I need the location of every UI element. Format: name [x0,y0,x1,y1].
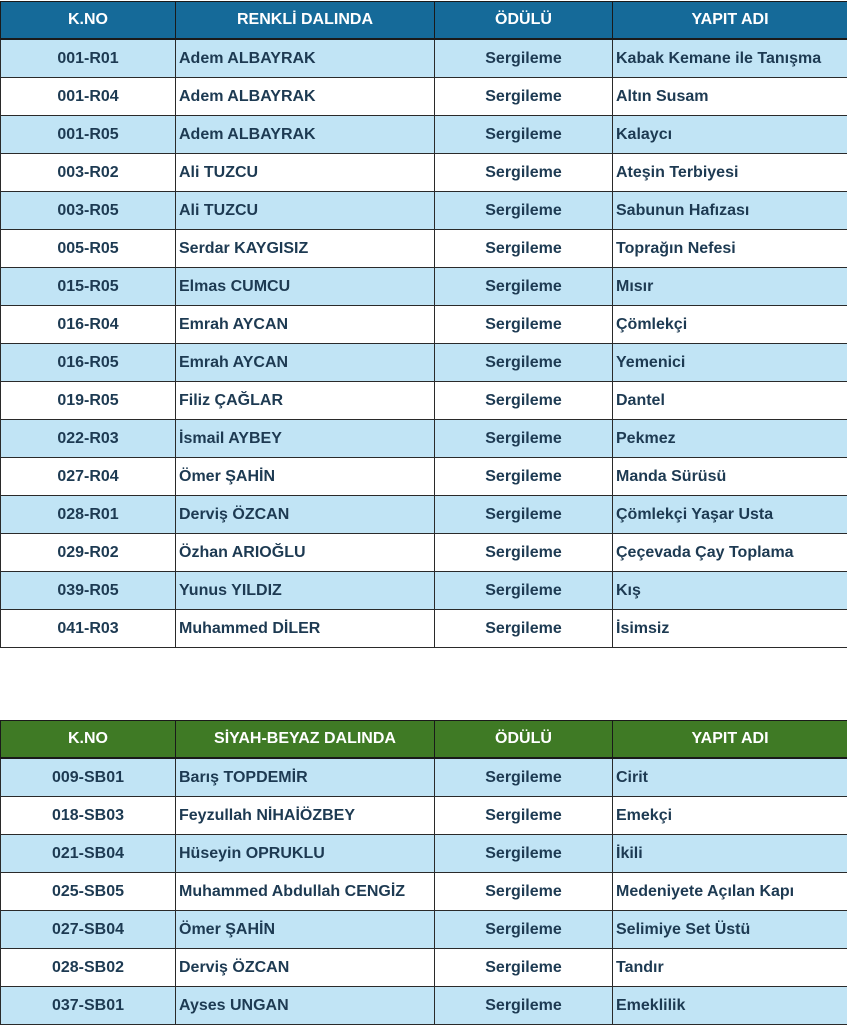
work-title-cell: Çömlekçi [613,306,847,344]
entry-number-cell: 016-R04 [1,306,176,344]
artist-name-cell: Ömer ŞAHİN [176,911,435,949]
artist-name-cell: Derviş ÖZCAN [176,949,435,987]
work-title-cell: İkili [613,835,847,873]
artist-name-cell: Muhammed DİLER [176,610,435,648]
award-cell: Sergileme [435,116,613,154]
entry-number-cell: 009-SB01 [1,758,176,797]
renkli-results-table [0,1,847,648]
table-row [1,382,847,420]
table-row [1,496,847,534]
renkli-table-header [1,2,847,40]
award-cell: Sergileme [435,192,613,230]
table-row [1,949,847,987]
work-title-cell: Ateşin Terbiyesi [613,154,847,192]
entry-number-cell: 016-R05 [1,344,176,382]
award-cell: Sergileme [435,911,613,949]
artist-name-cell: Adem ALBAYRAK [176,78,435,116]
entry-number-cell: 003-R05 [1,192,176,230]
table-row [1,78,847,116]
artist-name-cell: Ali TUZCU [176,154,435,192]
table-row [1,192,847,230]
artist-name-cell: Feyzullah NİHAİÖZBEY [176,797,435,835]
work-title-cell: Sabunun Hafızası [613,192,847,230]
work-title-cell: Emekçi [613,797,847,835]
work-title-cell: Çömlekçi Yaşar Usta [613,496,847,534]
column-header-award: ÖDÜLÜ [435,2,613,40]
award-cell: Sergileme [435,496,613,534]
entry-number-cell: 041-R03 [1,610,176,648]
entry-number-cell: 022-R03 [1,420,176,458]
award-cell: Sergileme [435,797,613,835]
work-title-cell: Pekmez [613,420,847,458]
work-title-cell: Kış [613,572,847,610]
artist-name-cell: Serdar KAYGISIZ [176,230,435,268]
artist-name-cell: Ömer ŞAHİN [176,458,435,496]
work-title-cell: Yemenici [613,344,847,382]
table-row [1,911,847,949]
award-cell: Sergileme [435,268,613,306]
work-title-cell: Manda Sürüsü [613,458,847,496]
work-title-cell: Selimiye Set Üstü [613,911,847,949]
column-header-category: SİYAH-BEYAZ DALINDA [176,721,435,759]
table-row [1,572,847,610]
award-cell: Sergileme [435,382,613,420]
award-cell: Sergileme [435,458,613,496]
award-cell: Sergileme [435,154,613,192]
award-cell: Sergileme [435,78,613,116]
artist-name-cell: İsmail AYBEY [176,420,435,458]
artist-name-cell: Barış TOPDEMİR [176,758,435,797]
entry-number-cell: 003-R02 [1,154,176,192]
work-title-cell: İsimsiz [613,610,847,648]
column-header-kno: K.NO [1,2,176,40]
table-row [1,797,847,835]
artist-name-cell: Adem ALBAYRAK [176,116,435,154]
table-row [1,458,847,496]
table-row [1,987,847,1025]
entry-number-cell: 027-R04 [1,458,176,496]
work-title-cell: Medeniyete Açılan Kapı [613,873,847,911]
work-title-cell: Mısır [613,268,847,306]
work-title-cell: Altın Susam [613,78,847,116]
table-row [1,154,847,192]
entry-number-cell: 018-SB03 [1,797,176,835]
table-row [1,420,847,458]
siyah-beyaz-table-body [1,758,847,1025]
entry-number-cell: 027-SB04 [1,911,176,949]
work-title-cell: Tandır [613,949,847,987]
siyah-beyaz-table-header [1,721,847,759]
artist-name-cell: Emrah AYCAN [176,344,435,382]
entry-number-cell: 029-R02 [1,534,176,572]
entry-number-cell: 001-R05 [1,116,176,154]
work-title-cell: Kalaycı [613,116,847,154]
award-cell: Sergileme [435,572,613,610]
artist-name-cell: Filiz ÇAĞLAR [176,382,435,420]
table-row [1,268,847,306]
award-cell: Sergileme [435,758,613,797]
entry-number-cell: 039-R05 [1,572,176,610]
table-row [1,873,847,911]
artist-name-cell: Emrah AYCAN [176,306,435,344]
table-row [1,39,847,78]
artist-name-cell: Adem ALBAYRAK [176,39,435,78]
entry-number-cell: 028-SB02 [1,949,176,987]
artist-name-cell: Ali TUZCU [176,192,435,230]
award-cell: Sergileme [435,306,613,344]
award-cell: Sergileme [435,987,613,1025]
work-title-cell: Dantel [613,382,847,420]
award-cell: Sergileme [435,949,613,987]
artist-name-cell: Elmas CUMCU [176,268,435,306]
work-title-cell: Çeçevada Çay Toplama [613,534,847,572]
column-header-category: RENKLİ DALINDA [176,2,435,40]
entry-number-cell: 001-R01 [1,39,176,78]
award-cell: Sergileme [435,420,613,458]
table-row [1,610,847,648]
award-cell: Sergileme [435,534,613,572]
artist-name-cell: Ayses UNGAN [176,987,435,1025]
column-header-work: YAPIT ADI [613,2,847,40]
work-title-cell: Toprağın Nefesi [613,230,847,268]
artist-name-cell: Hüseyin OPRUKLU [176,835,435,873]
entry-number-cell: 001-R04 [1,78,176,116]
artist-name-cell: Yunus YILDIZ [176,572,435,610]
award-cell: Sergileme [435,39,613,78]
siyah-beyaz-results-table [0,720,847,1025]
entry-number-cell: 015-R05 [1,268,176,306]
award-cell: Sergileme [435,344,613,382]
entry-number-cell: 028-R01 [1,496,176,534]
entry-number-cell: 025-SB05 [1,873,176,911]
table-row [1,344,847,382]
artist-name-cell: Özhan ARIOĞLU [176,534,435,572]
award-cell: Sergileme [435,873,613,911]
entry-number-cell: 037-SB01 [1,987,176,1025]
work-title-cell: Cirit [613,758,847,797]
table-row [1,230,847,268]
artist-name-cell: Muhammed Abdullah CENGİZ [176,873,435,911]
artist-name-cell: Derviş ÖZCAN [176,496,435,534]
renkli-table-body [1,39,847,648]
entry-number-cell: 005-R05 [1,230,176,268]
table-row [1,116,847,154]
column-header-kno: K.NO [1,721,176,759]
work-title-cell: Emeklilik [613,987,847,1025]
award-cell: Sergileme [435,230,613,268]
column-header-work: YAPIT ADI [613,721,847,759]
work-title-cell: Kabak Kemane ile Tanışma [613,39,847,78]
entry-number-cell: 021-SB04 [1,835,176,873]
award-cell: Sergileme [435,835,613,873]
table-row [1,758,847,797]
entry-number-cell: 019-R05 [1,382,176,420]
table-row [1,534,847,572]
table-row [1,306,847,344]
table-row [1,835,847,873]
award-cell: Sergileme [435,610,613,648]
column-header-award: ÖDÜLÜ [435,721,613,759]
